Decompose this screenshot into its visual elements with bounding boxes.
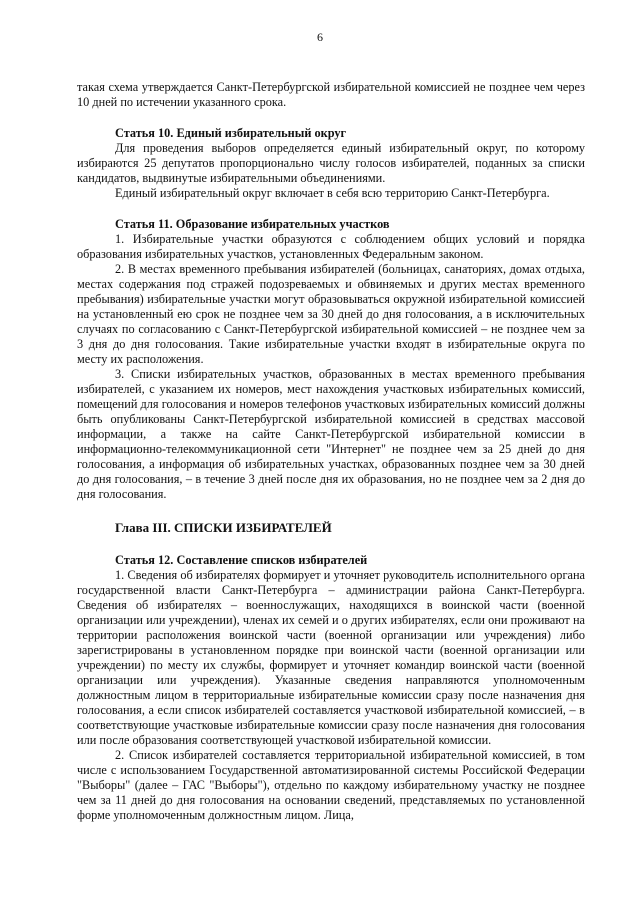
document-body xyxy=(77,80,585,823)
chapter-3 xyxy=(77,520,585,535)
chapter-heading: Глава III. СПИСКИ ИЗБИРАТЕЛЕЙ xyxy=(115,520,332,535)
paragraph: Для проведения выборов определяется единый избирательный округ, по которому избираются 25 депутатов пропорционально числу голосов избирателей, поданных за списки кандидатов, выдвинутые избирательными объединениями. xyxy=(77,141,585,185)
article-11 xyxy=(77,217,585,502)
paragraph: Единый избирательный округ включает в себя всю территорию Санкт-Петербурга. xyxy=(115,186,550,200)
paragraph: 1. Избирательные участки образуются с соблюдением общих условий и порядка образования избирательных участков, установленных Федеральным законом. xyxy=(77,232,585,261)
article-12 xyxy=(77,553,585,823)
article-heading: Статья 12. Составление списков избирателей xyxy=(115,553,368,567)
paragraph: 1. Сведения об избирателях формирует и уточняет руководитель исполнительного органа государственной власти Санкт-Петербурга – администрации района Санкт-Петербурга. Сведения об избирателях – военнослужащих, находящихся в воинской части (военной организации или учреждении), членах их семей и о других избирателях, если они проживают на территории расположения воинской части (военной организации или учреждения) либо зарегистрированы в установленном порядке при воинской части (военной организации или учреждении) по месту их службы, формирует и уточняет командир воинской части (военной организации или учреждения). Указанные сведения направляются уполномоченным должностным лицом в территориальные избирательные комиссии сразу после назначения дня голосования, а если список избирателей составляется участковой избирательной комиссией, – в соответствующие участковые избирательные комиссии сразу после назначения дня голосования или после образования соответствующей участковой избирательной комиссии. xyxy=(77,568,585,747)
article-heading: Статья 11. Образование избирательных участков xyxy=(115,217,390,231)
article-heading: Статья 10. Единый избирательный округ xyxy=(115,126,347,140)
paragraph: 3. Списки избирательных участков, образованных в местах временного пребывания избирателей, с указанием их номеров, мест нахождения участковых избирательных комиссий, помещений для голосования и номеров телефонов участковых избирательных комиссий должны быть опубликованы Санкт-Петербургской избирательной комиссией в средствах массовой информации, а также на сайте Санкт-Петербургской избирательной комиссии в информационно-телекоммуникационной сети "Интернет" не позднее чем за 25 дней до дня голосования, а информация об избирательных участках, образованных позднее чем за 30 дней до дня голосования, – в течение 3 дней после дня их образования, но не позднее чем за 2 дня до дня голосования. xyxy=(77,367,585,501)
intro-paragraph: такая схема утверждается Санкт-Петербургской избирательной комиссией не позднее чем через 10 дней по истечении указанного срока. xyxy=(77,80,585,109)
paragraph: 2. Список избирателей составляется территориальной избирательной комиссией, в том числе с использованием Государственной автоматизированной системы Российской Федерации "Выборы" (далее – ГАС "Выборы"), отдельно по каждому избирательному участку не позднее чем за 11 дней до дня голосования на основании сведений, представляемых по установленной форме уполномоченным должностным лицом. Лица, xyxy=(77,748,585,822)
paragraph: 2. В местах временного пребывания избирателей (больницах, санаториях, домах отдыха, местах содержания под стражей подозреваемых и обвиняемых и других местах временного пребывания) избирательные участки могут образовываться окружной избирательной комиссией на установленный ею срок не позднее чем за 30 дней до дня голосования, а в исключительных случаях по согласованию с Санкт-Петербургской избирательной комиссией – не позднее чем за 3 дня до дня голосования. Такие избирательные участки входят в избирательные округа по месту их расположения. xyxy=(77,262,585,366)
article-10 xyxy=(77,126,585,201)
page-number: 6 xyxy=(317,30,323,44)
